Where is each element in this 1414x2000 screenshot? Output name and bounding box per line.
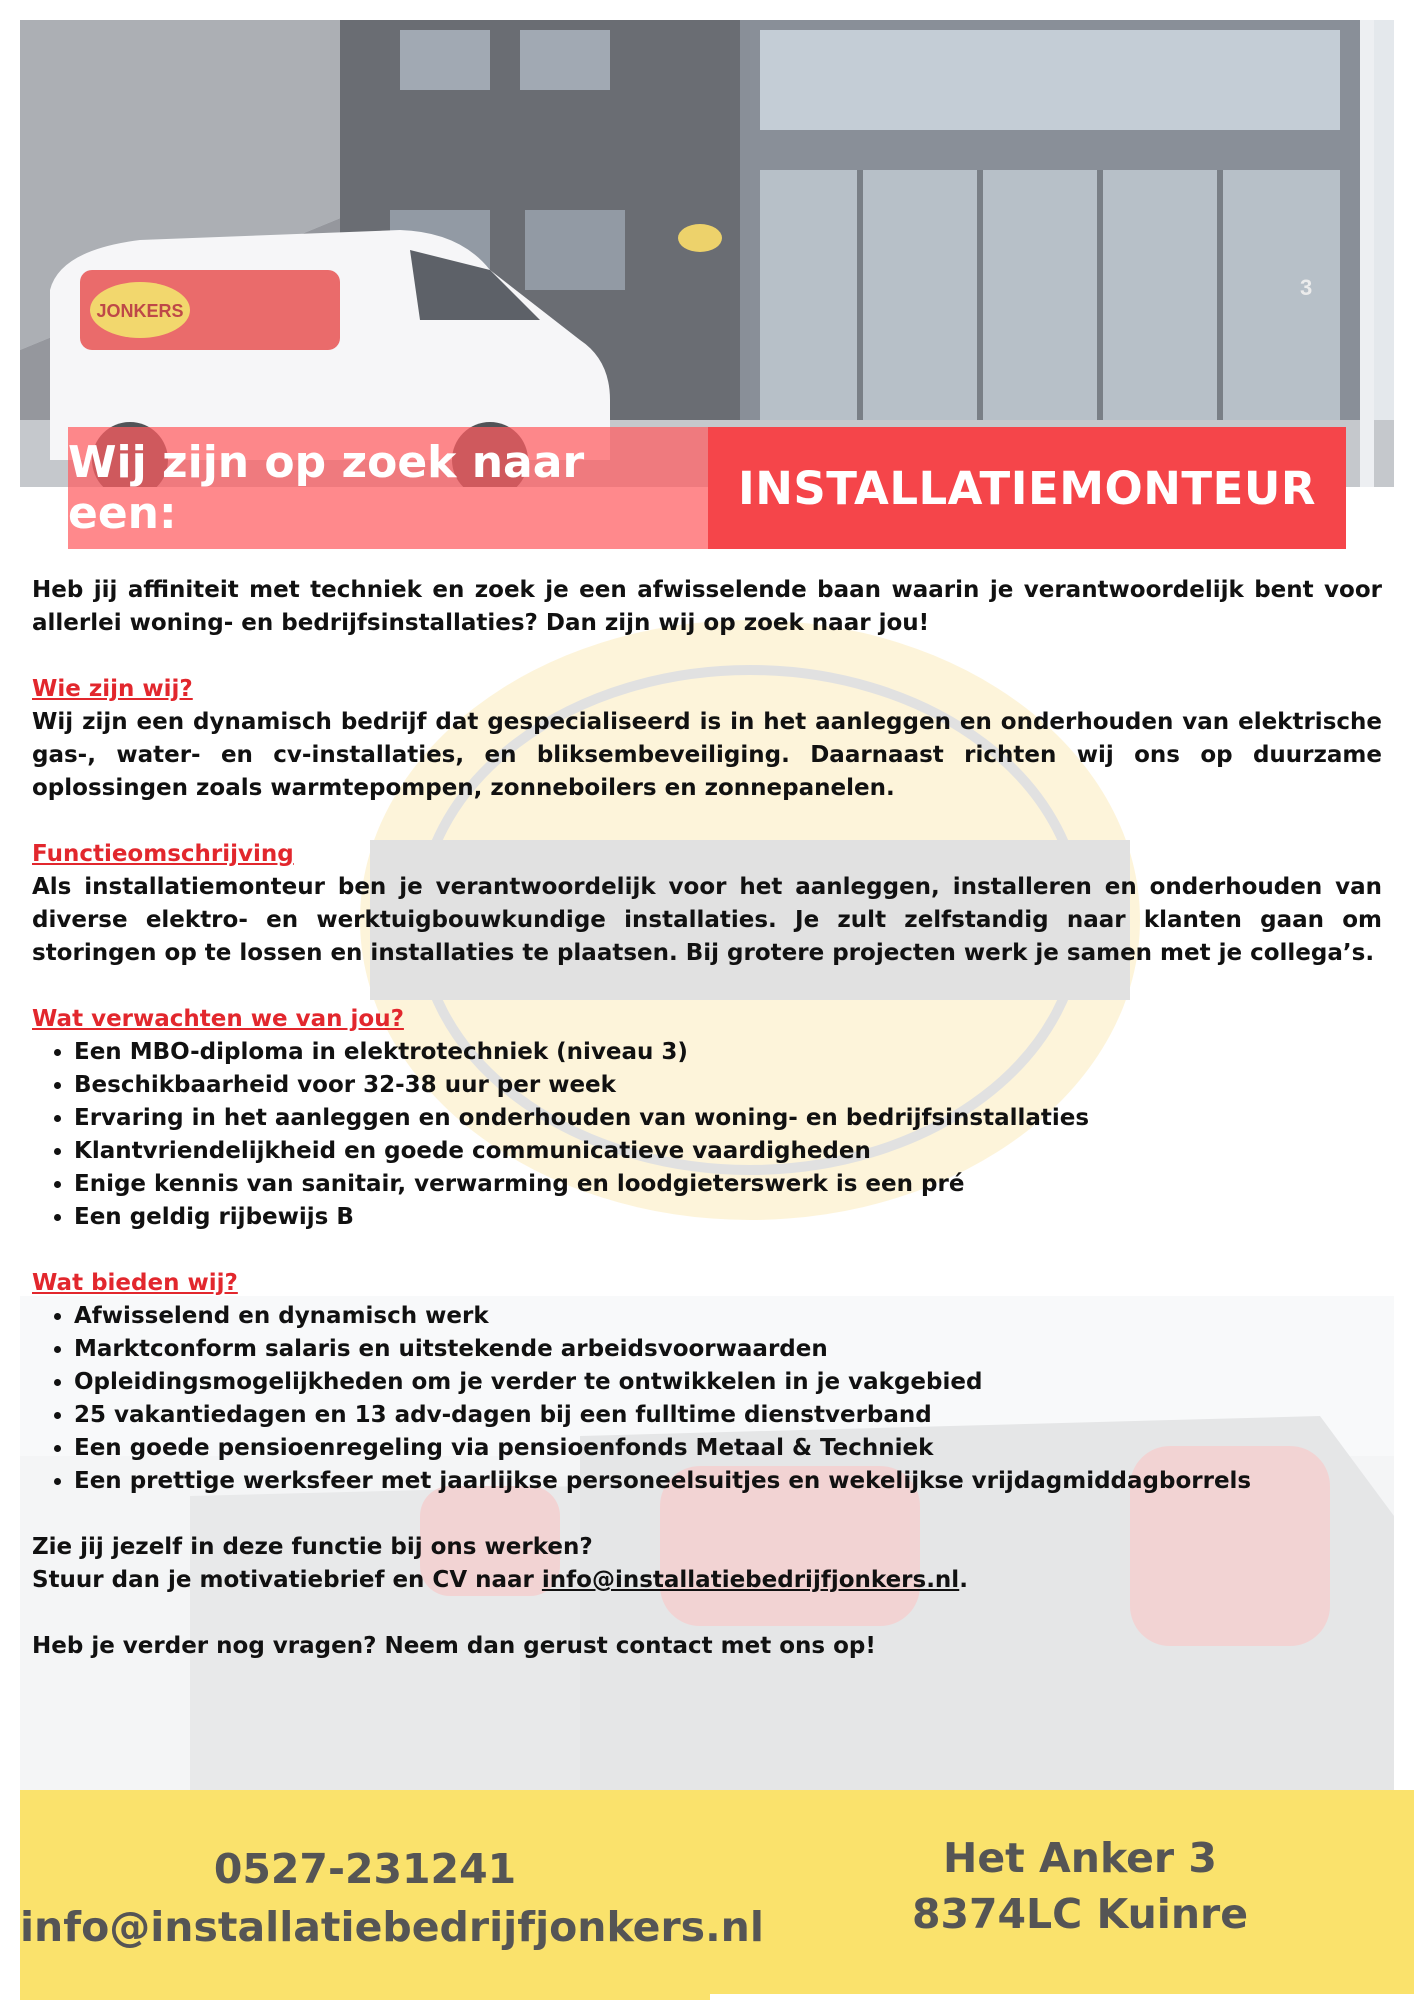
list-item: • Een prettige werksfeer met jaarlijkse personeelsuitjes en wekelijkse vrijdagmiddagborrels xyxy=(74,1465,1382,1498)
closing-instruction-text: Stuur dan je motivatiebrief en CV naar xyxy=(32,1567,542,1593)
intro-text: Heb jij affiniteit met techniek en zoek je een afwisselende baan waarin je verantwoordelijk bent voor allerlei woning- en bedrijfsinstallaties? Dan zijn wij op zoek naar jou! xyxy=(32,577,1382,636)
vacancy-content xyxy=(32,574,1382,1663)
list-item: • Beschikbaarheid voor 32-38 uur per week xyxy=(74,1069,1382,1102)
door-number: 3 xyxy=(1300,275,1313,300)
apply-email-link[interactable]: info@installatiebedrijfjonkers.nl xyxy=(541,1567,960,1593)
banner-job-title: INSTALLATIEMONTEUR xyxy=(708,427,1346,549)
heading-expect: Wat verwachten we van jou? xyxy=(32,1006,404,1032)
van-logo-text: JONKERS xyxy=(96,301,184,321)
footer-divider xyxy=(710,1994,1414,2000)
footer-postal-city: 8374LC Kuinre xyxy=(911,1890,1249,1938)
contact-footer xyxy=(20,1790,1414,2000)
function-text: Als installatiemonteur ben je verantwoordelijk voor het aanleggen, installeren en onderhouden van diverse elektro- en werktuigbouwkundige installaties. Je zult zelfstandig naar klanten gaan om storingen op te lossen en installaties te plaatsen. Bij grotere projecten werk je samen met je collega’s. xyxy=(32,874,1382,966)
list-item: • 25 vakantiedagen en 13 adv-dagen bij een fulltime dienstverband xyxy=(74,1399,1382,1432)
heading-offer: Wat bieden wij? xyxy=(32,1270,238,1296)
heading-about: Wie zijn wij? xyxy=(32,676,193,702)
closing-period: . xyxy=(959,1567,968,1593)
footer-contact xyxy=(20,1840,764,1956)
offer-list xyxy=(32,1300,1382,1498)
closing-question: Zie jij jezelf in deze functie bij ons werken? xyxy=(32,1534,593,1560)
expect-list xyxy=(32,1036,1382,1234)
closing-instruction xyxy=(32,1564,1382,1597)
about-text: Wij zijn een dynamisch bedrijf dat gespecialiseerd is in het aanleggen en onderhouden van elektrische gas-, water- en cv-installaties, en bliksembeveiliging. Daarnaast richten wij ons op duurzame oplossingen zoals warmtepompen, zonneboilers en zonnepanelen. xyxy=(32,709,1382,801)
header-photo-overlay xyxy=(20,20,1394,487)
list-item: • Opleidingsmogelijkheden om je verder te ontwikkelen in je vakgebied xyxy=(74,1366,1382,1399)
list-item: • Klantvriendelijkheid en goede communicatieve vaardigheden xyxy=(74,1135,1382,1168)
closing-contact: Heb je verder nog vragen? Neem dan gerust contact met ons op! xyxy=(32,1633,876,1659)
list-item: • Een geldig rijbewijs B xyxy=(74,1201,1382,1234)
header-photo xyxy=(20,20,1394,487)
footer-address xyxy=(830,1830,1330,1942)
list-item: • Een MBO-diploma in elektrotechniek (niveau 3) xyxy=(74,1036,1382,1069)
list-item: • Enige kennis van sanitair, verwarming en loodgieterswerk is een pré xyxy=(74,1168,1382,1201)
list-item: • Ervaring in het aanleggen en onderhouden van woning- en bedrijfsinstallaties xyxy=(74,1102,1382,1135)
heading-function: Functieomschrijving xyxy=(32,841,294,867)
footer-phone[interactable]: 0527-231241 xyxy=(213,1845,517,1893)
footer-email[interactable]: info@installatiebedrijfjonkers.nl xyxy=(20,1903,764,1951)
list-item: • Marktconform salaris en uitstekende arbeidsvoorwaarden xyxy=(74,1333,1382,1366)
footer-street: Het Anker 3 xyxy=(943,1834,1217,1882)
title-banner xyxy=(68,427,1346,549)
list-item: • Afwisselend en dynamisch werk xyxy=(74,1300,1382,1333)
list-item: • Een goede pensioenregeling via pensioenfonds Metaal & Techniek xyxy=(74,1432,1382,1465)
banner-subtitle: Wij zijn op zoek naar een: xyxy=(68,427,708,549)
